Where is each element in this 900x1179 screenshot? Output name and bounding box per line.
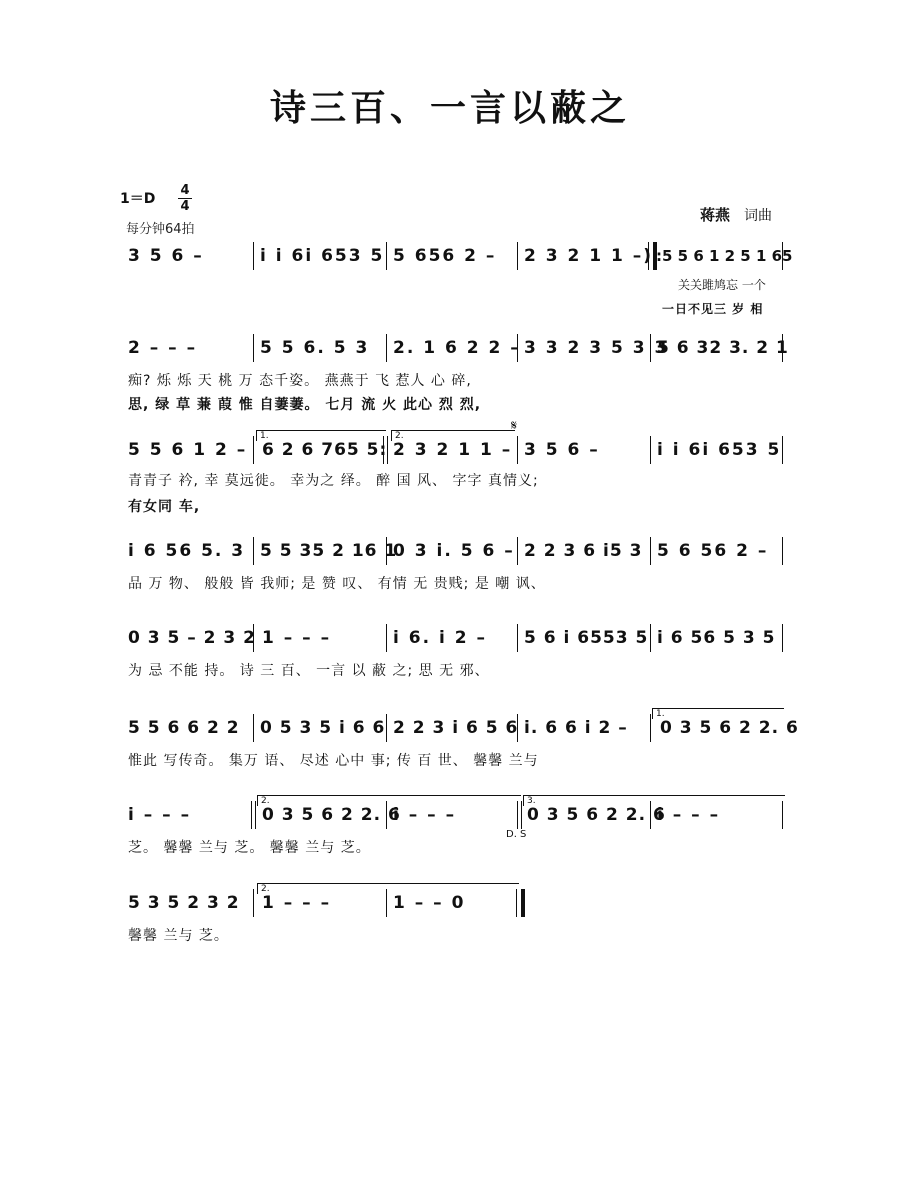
measure: :5 5 6 1 2 5 1 65 [656,247,793,265]
measure: 5 5 6 6 2 2 [128,718,240,738]
lyric-line-1: 青青子 衿, 幸 莫远徙。 幸为之 绎。 醉 国 风、 字字 真情义; [128,473,539,489]
measure: 2 2 3 6 i5 3 [524,541,643,561]
lyric-line-1: 为 忌 不能 持。 诗 三 百、 一言 以 蔽 之; 思 无 邪、 [128,663,490,679]
measure: 5 5 6 1 2 – [128,440,248,460]
measure: 5 5 35 2 16 1 [260,541,398,561]
author-name: 蒋燕 [700,206,731,224]
measure: 2. 1 6 2 2 – [393,338,521,358]
measure: 3 5 6 – [128,246,204,266]
author-role: 词曲 [744,208,773,224]
lyric-line-1: 芝。 馨馨 兰与 芝。 馨馨 兰与 芝。 [128,840,371,856]
measure: 5 6 56 2 – [657,541,769,561]
volta-2: 2. [257,883,519,894]
time-sig-bottom: 4 [180,199,190,214]
measure: i 6 56 5 3 5 [657,628,776,648]
measure: i. 6 6 i 2 – [524,718,628,738]
lyric-line-2: 一日不见三 岁 相 [662,302,764,316]
measure: 1 – – – [262,893,332,913]
lyric-line-1: 惟此 写传奇。 集万 语、 尽述 心中 事; 传 百 世、 馨馨 兰与 [128,753,539,769]
lyric-line-2: 有女同 车, [128,499,201,515]
measure: 0 5 3 5 i 6 6 [260,718,386,738]
volta-2: 2. [391,430,515,441]
measure: 5 6 32 3. 2 1 [657,338,789,358]
measure: i i 6i 653 5 [260,246,385,266]
volta-3: 3. [523,795,785,806]
time-signature [178,184,192,213]
measure: i 6. i 2 – [393,628,487,648]
volta-1: 1. [256,430,386,441]
measure: 0 3 5 6 2 2. 6 [660,718,799,738]
time-sig-top: 4 [180,183,190,198]
measure: 5 656 2 – [393,246,497,266]
lyric-line-2: 思, 绿 草 蒹 葭 惟 自萋萋。 七月 流 火 此心 烈 烈, [128,397,482,413]
measure: 0 3 i. 5 6 – [393,541,515,561]
measure: 0 3 5 – 2 3 2 [128,628,256,648]
lyric-line-1: 品 万 物、 般般 皆 我师; 是 赞 叹、 有情 无 贵贱; 是 嘲 讽、 [128,576,546,592]
measure: 1 – – – [262,628,332,648]
tempo-marking: 每分钟64拍 [126,222,195,237]
measure: 0 3 5 6 2 2. 6 [262,805,401,825]
measure: 3 3 2 3 5 3 3 [524,338,669,358]
segno-sign: 𝄋 [511,418,518,434]
score-row-8 [0,884,900,999]
lyric-line-1: 馨馨 兰与 芝。 [128,928,229,944]
measure: 6 2 6 765 5: [262,440,388,460]
measure: 2 – – – [128,338,198,358]
score-row-2 [0,334,900,444]
measure: 0 3 5 6 2 2. 6 [527,805,666,825]
measure: 2 3 2 1 1 – [393,440,513,460]
volta-2: 2. [257,795,521,806]
measure: 5 3 5 2 3 2 [128,893,240,913]
measure: 5 6 i 6553 5 [524,628,649,648]
volta-1: 1. [652,708,784,719]
measure: i – – – [393,805,457,825]
measure: i i 6i 653 5 [657,440,782,460]
lyric-line-1: 痴? 烁 烁 天 桃 万 态千姿。 燕燕于 飞 惹人 心 碎, [128,373,472,389]
measure: 3 5 6 – [524,440,600,460]
score-row-3 [0,418,900,546]
measure: 2 2 3 i 6 5 6 [393,718,519,738]
song-title: 诗三百、一言以蔽之 [269,87,630,129]
key-signature: 1＝D [120,191,156,207]
measure: 1 – – 0 [393,893,466,913]
measure: i – – – [128,805,192,825]
measure: i – – – [657,805,721,825]
credit [700,204,772,225]
lyric-line-1: 关关雎鸠忘 一个 [678,278,766,292]
measure: i 6 56 5. 3 [128,541,246,561]
ds-marking: D. S [506,829,527,840]
measure: 2 3 2 1 1 –) [524,246,654,266]
measure: 5 5 6. 5 3 [260,338,370,358]
